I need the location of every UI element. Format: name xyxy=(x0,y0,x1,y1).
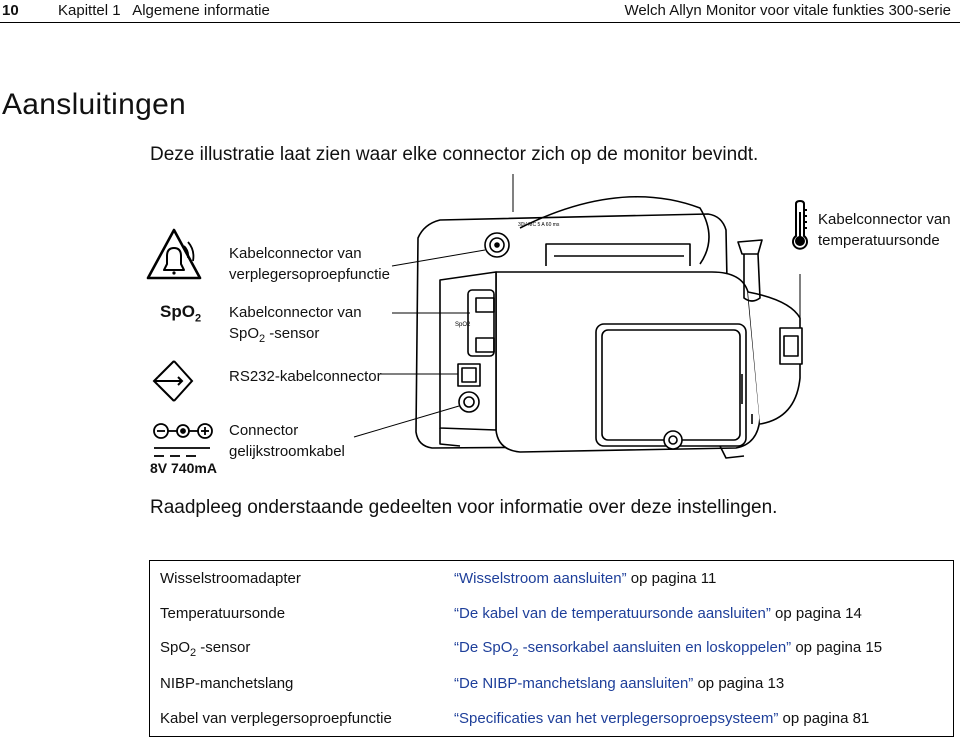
topic-cell: Kabel van verplegersoproepfunctie xyxy=(160,710,392,727)
dc-polarity-icon xyxy=(150,421,216,461)
table-row xyxy=(150,561,954,597)
link-cell: “Specificaties van het verplegersoproepsysteem” op pagina 81 xyxy=(454,710,870,727)
link-cell: “De NIBP-manchetslang aansluiten” op pagina 13 xyxy=(454,675,785,692)
table-row xyxy=(150,596,954,631)
spo2-symbol: SpO$_2$ xyxy=(160,302,202,325)
header-rule xyxy=(0,22,960,23)
topic-cell: Temperatuursonde xyxy=(160,605,286,622)
link-nibp-hose[interactable]: De NIBP-manchetslang aansluiten xyxy=(459,675,689,692)
connector-illustration xyxy=(0,168,960,488)
page-number: 10 xyxy=(2,2,19,19)
device-rating-label: 30V MC 5 A 60 ms xyxy=(518,222,560,228)
section-title: Aansluitingen xyxy=(2,88,187,121)
link-cell: “Wisselstroom aansluiten” op pagina 11 xyxy=(454,570,717,587)
link-ac-power[interactable]: Wisselstroom aansluiten xyxy=(459,570,622,587)
label-nurse-call: Kabelconnector van verplegersoproepfunctie xyxy=(229,245,390,283)
reference-intro: Raadpleeg onderstaande gedeelten voor informatie over deze instellingen. xyxy=(150,497,778,518)
reference-table xyxy=(149,560,954,737)
link-nurse-call-specs[interactable]: Specificaties van het verplegersoproepsysteem xyxy=(459,710,774,727)
thermometer-icon xyxy=(790,200,810,250)
table-row xyxy=(150,666,954,701)
label-dc: Connector gelijkstroomkabel xyxy=(229,422,345,460)
topic-cell: Wisselstroomadapter xyxy=(160,570,301,587)
topic-cell: NIBP-manchetslang xyxy=(160,675,294,692)
table-row xyxy=(150,701,954,737)
label-temperature: Kabelconnector van temperatuursonde xyxy=(818,211,951,249)
dc-rating-label: 8V 740mA xyxy=(150,460,217,476)
chapter-title: Kapittel 1 Algemene informatie xyxy=(58,2,270,19)
topic-cell: SpO$_2$ -sensor xyxy=(160,638,251,659)
rs232-icon xyxy=(150,355,196,411)
label-rs232: RS232-kabelconnector xyxy=(229,368,382,385)
link-spo2-sensor[interactable]: De SpO$_2$ -sensorkabel aansluiten en loskoppelen xyxy=(459,638,787,659)
table-row xyxy=(150,631,954,666)
nurse-call-alarm-icon xyxy=(144,226,204,284)
link-cell: “De SpO$_2$ -sensorkabel aansluiten en loskoppelen” op pagina 15 xyxy=(454,638,883,659)
link-cell: “De kabel van de temperatuursonde aansluiten” op pagina 14 xyxy=(454,605,862,622)
link-temperature-probe[interactable]: De kabel van de temperatuursonde aansluiten xyxy=(459,605,766,622)
intro-text: Deze illustratie laat zien waar elke connector zich op de monitor bevindt. xyxy=(150,144,759,165)
device-spo2-label: SpO2 xyxy=(455,322,471,328)
label-spo2: Kabelconnector van SpO$_2$ -sensor xyxy=(229,304,362,345)
book-title: Welch Allyn Monitor voor vitale funkties 300-serie xyxy=(624,2,951,19)
